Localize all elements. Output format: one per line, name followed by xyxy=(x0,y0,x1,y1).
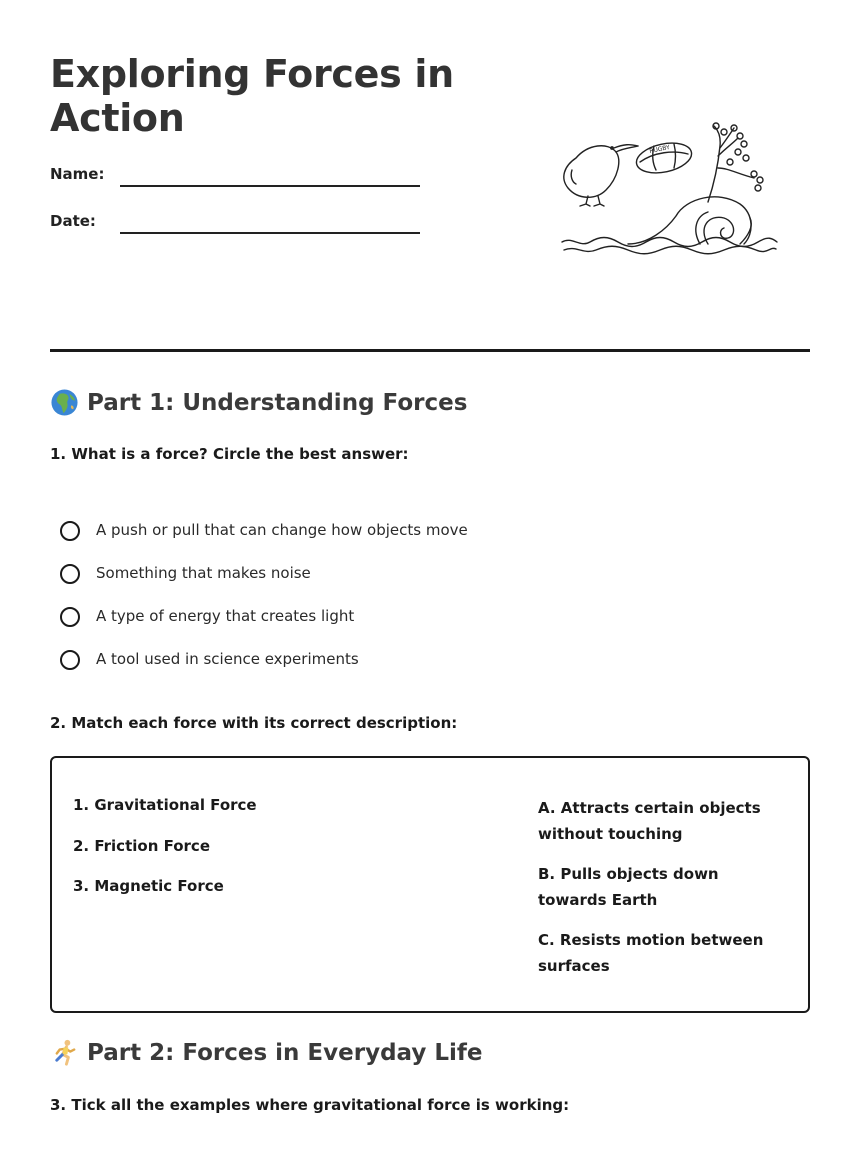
part2-heading xyxy=(50,1038,483,1067)
option-3-text: A type of energy that creates light xyxy=(96,606,355,625)
option-4-text: A tool used in science experiments xyxy=(96,649,359,668)
match-forces-list xyxy=(73,796,257,918)
question-2: 2. Match each force with its correct description: xyxy=(50,714,458,732)
match-force-3: 3. Magnetic Force xyxy=(73,877,224,895)
part1-title: Part 1: Understanding Forces xyxy=(87,389,468,416)
page-title: Exploring Forces in Action xyxy=(50,52,454,140)
matching-box xyxy=(50,756,810,1013)
match-description-a: A. Attracts certain objects without touching xyxy=(538,799,761,843)
option-3-radio[interactable] xyxy=(60,607,80,627)
football-text: RUGBY xyxy=(648,143,671,156)
match-description-b: B. Pulls objects down towards Earth xyxy=(538,865,719,909)
date-field xyxy=(50,212,420,240)
option-4-radio[interactable] xyxy=(60,650,80,670)
date-label: Date: xyxy=(50,212,96,230)
name-label: Name: xyxy=(50,165,105,183)
question-1-options xyxy=(60,508,468,680)
option-3[interactable] xyxy=(60,594,468,637)
question-3: 3. Tick all the examples where gravitational force is working: xyxy=(50,1096,570,1114)
globe-africa-icon xyxy=(50,388,79,417)
option-1-text: A push or pull that can change how objects move xyxy=(96,520,468,539)
option-2-radio[interactable] xyxy=(60,564,80,584)
option-1-radio[interactable] xyxy=(60,521,80,541)
match-description-c: C. Resists motion between surfaces xyxy=(538,931,764,975)
part2-title: Part 2: Forces in Everyday Life xyxy=(87,1039,483,1066)
option-1[interactable] xyxy=(60,508,468,551)
kiwi-rugby-wave-illustration xyxy=(558,118,780,258)
option-4[interactable] xyxy=(60,637,468,680)
match-descriptions-list xyxy=(538,796,788,994)
option-2[interactable] xyxy=(60,551,468,594)
name-field xyxy=(50,165,420,193)
header-divider xyxy=(50,349,810,352)
match-force-2: 2. Friction Force xyxy=(73,836,210,855)
date-line[interactable] xyxy=(120,232,420,234)
match-force-1: 1. Gravitational Force xyxy=(73,796,257,814)
name-line[interactable] xyxy=(120,185,420,187)
part1-heading xyxy=(50,388,467,417)
question-1: 1. What is a force? Circle the best answer: xyxy=(50,445,409,463)
person-running-icon xyxy=(50,1038,79,1067)
option-2-text: Something that makes noise xyxy=(96,563,311,582)
